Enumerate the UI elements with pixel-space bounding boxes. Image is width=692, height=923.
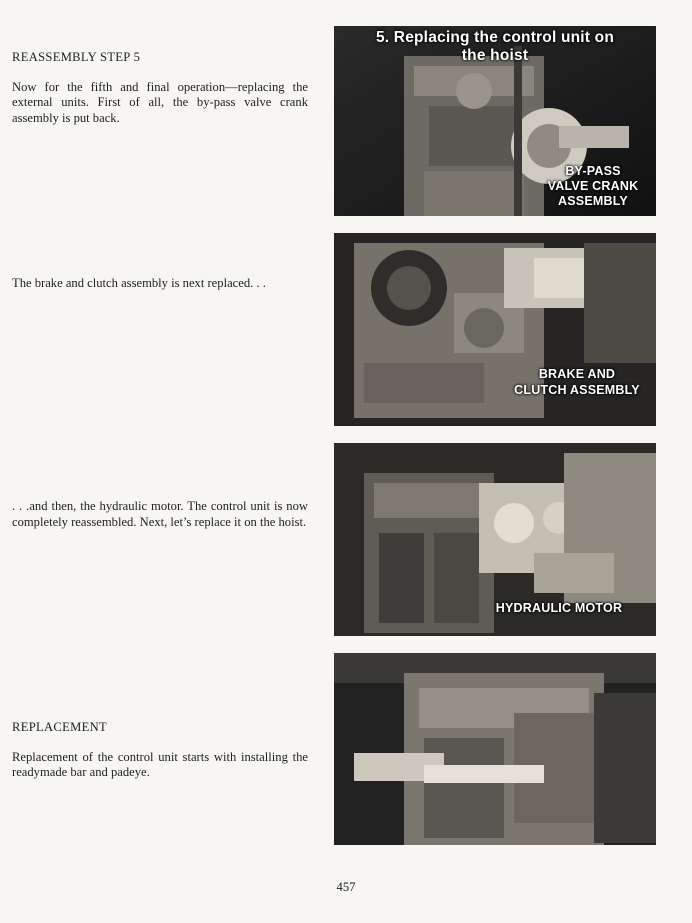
caption-line: VALVE CRANK: [547, 179, 639, 193]
hydraulic-motor-label: HYDRAULIC MOTOR: [495, 601, 623, 615]
section-paragraph: Now for the fifth and final operation—replacing the external units. First of all, the by-pass valve crank assembly is put back.: [12, 79, 308, 125]
section-replacement: [12, 720, 308, 781]
photo-bypass-valve-crank: [334, 26, 656, 216]
section-reassembly-step-5: [12, 50, 308, 126]
caption-line: BRAKE AND: [538, 367, 616, 381]
bypass-valve-crank-label: [538, 164, 648, 209]
section-paragraph: The brake and clutch assembly is next replaced. . .: [12, 276, 266, 290]
page-number: 457: [336, 880, 356, 894]
brake-clutch-assembly-label: [512, 366, 642, 398]
photo-readymade-bar-padeye: [334, 653, 656, 845]
title-line: the hoist: [461, 47, 529, 64]
caption-line: BY-PASS: [565, 164, 621, 178]
photo-series-title: [334, 29, 656, 65]
section-heading: REASSEMBLY STEP 5: [12, 50, 141, 64]
machinery-photo-image: [334, 653, 656, 845]
section-heading: REPLACEMENT: [12, 720, 107, 734]
section-paragraph: . . .and then, the hydraulic motor. The control unit is now completely reassembled. Next, let’s replace it on the hoist.: [12, 499, 308, 529]
section-brake-clutch: [12, 276, 308, 292]
caption-line: CLUTCH ASSEMBLY: [514, 383, 640, 397]
photo-brake-clutch-assembly: [334, 233, 656, 426]
caption-line: ASSEMBLY: [558, 194, 628, 208]
section-paragraph: Replacement of the control unit starts with installing the readymade bar and padeye.: [12, 749, 308, 780]
section-hydraulic-motor: [12, 499, 308, 530]
title-line: 5. Replacing the control unit on: [375, 29, 615, 46]
photo-hydraulic-motor: [334, 443, 656, 636]
